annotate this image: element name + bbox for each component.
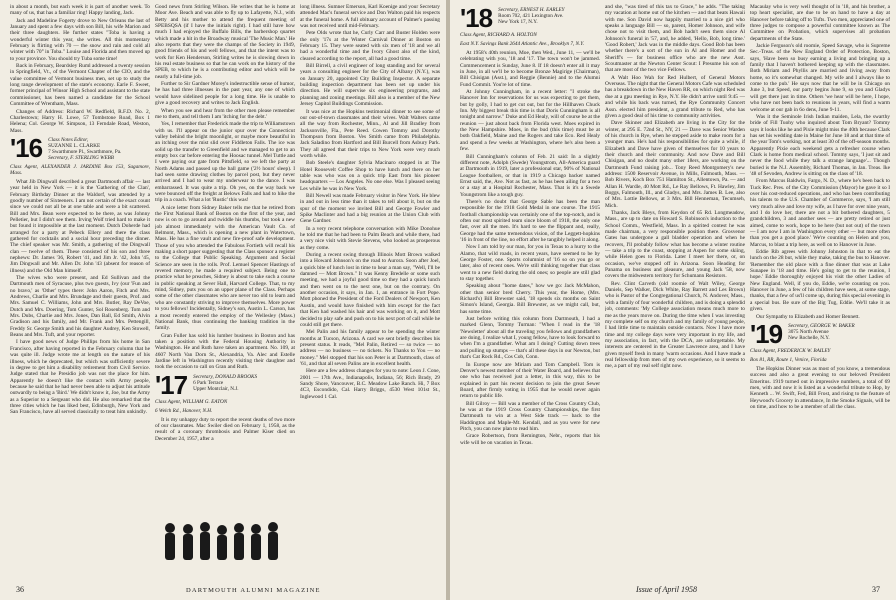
secretary-address-1: Room 702, 421 Lexington Ave.: [498, 13, 564, 19]
paragraph: Rev. Clint Carveth (old roomie of Walt Wiley, George Daniels, Sep Walker, Dick White, Ray Barrett and Les Brown) who is Pastor of the Congregational Church, N. Andover, Mass., with a family of four wonderful children, and is doing a splendid job, comments: 'My College association means much more to me as the years move on. During the time when I was investing my complete self on my church and my family of young people, I had little time to maintain outside contacts. Now I have more time and my college days were very important in my life, and my association, in fact, with the DCA, are unforgettable. My interests are centered in the Greater Lawrence area, and I have given myself fresh in many 'warm occasions. And I have made a real fellowship from men of my own experience, so it seems to me, a part of my real self right now.: [605, 280, 745, 370]
class-officers: [788, 323, 855, 341]
paragraph: Bob Steele's daughter Sylvia Macinaro stopped in at The Hotel Roosevelt Coffee Shop to have lunch and there on her table was who was on a quick trip East from his pioneer headquarters — Los Angeles. No one else. Was I pleased seeing Les while he was in New York.: [300, 160, 440, 192]
secretary-line: Secretary, DONALD BROOKS: [193, 373, 258, 380]
class-year: '19: [750, 318, 783, 349]
class-year: '17: [155, 369, 188, 400]
paragraph: It is my unhappy duty to report the recent deaths of two more of our classmates. Mac Swiler died on February 1, 1958, as the result of a coronary thrombosis and Palmer Kiser died on December 24, 1957, after a: [155, 416, 295, 442]
paragraph: Bill Gilroy — Bill was a member of the Cross Country Club, he was at the 1919 Cross Country Championships, the first Dartmouth to win at a West Side track — back to the Haddington and Maple-Mt. Kendall, and as you were for new Pitch, you can now plan to read him.: [460, 400, 600, 432]
paragraph: long illness. Sumner Emerson, Karl Koenige and your Secretary attended Mac's funeral service and Don Walton paid his respects at the funeral home. A full obituary account of Palmer's passing was not received until mid-February.: [300, 4, 440, 30]
notes-editor-name: SUZANNE L. CLARKE: [48, 142, 101, 149]
paragraph: Now I am told by our man, for you in Texas to a hurry to the Alamo, that wild roads, in recent years, have seemed to be by George Foster, one. Sports columnist of '16 so on you go or later, also of recent ones. We're still thinking together that class went to a new field during the old ones; so people are still glad to stay together.: [460, 244, 600, 283]
paragraph: A nice letter from Sidney Baker tells me that he retired from the First National Bank of Boston on the first of the year, and now is on to go around and twiddle his thumbs, but took a new job almost immediately with the American Vault Co. of Belmont, Mass., which is opening a new plant in Watertown, Mass. He has a fine vault and new fire-proof safe development. Those of you who attended the Fabulous Fortieth will recall his making a short paper suggesting that the Class sponsor a register to the College that Public Speaking. Argument and Social Science are seen in the rolls. Prof. Lemuel Spencer Hastings of revered memory, he made a required subject. Being one to practice what he preaches, Sidney is about to take such a course in public speaking at Sever Hall, Harvard College. That, to my mind, Sidney, puts you on an upper plane of the Class. Perhaps some of the other classmates who are never too old to learn and who are constantly striving to improve themselves. More power to you fellows! Incidentally, Sidney's son, Austin L. Carson, has a most recently entered the employ of the Wellesley (Mass.) National Bank, thus continuing the banking tradition in the family.: [155, 204, 295, 332]
class-heading-17: [155, 369, 295, 400]
class-heading-16: [10, 132, 150, 163]
paragraph: During a recent swing through Illinois Mott Brown walked into a Howard Johnson's on the road to Aurora. Soon after Joel, a quick bite of lunch lost in time to hear a man say, "Well, I'll be damned — Mott Brown." It was Kenny Bredelle or some such meeting, we had a joyful good time so they had a quick lunch and then went on to the next one, but on the contrary. On another occasion, it says, in Jan. 1, an entrance in Fort Pope. Mott phoned the President of the Ford Dealers of Newport, Ken Austin, and would have finished with him except for the fact that Ken had washed his hair and was working on it, and Mott decided to play safe and push on to his next port of call while he could still get there.: [300, 252, 440, 328]
class-officers: [48, 137, 121, 161]
class-agent-line: Class Agent, WILLIAM G. EATON: [155, 398, 228, 405]
class-heading-18: [460, 4, 600, 33]
left-column-1: [10, 4, 150, 572]
secretary-address-2: New York 17, N.Y.: [498, 19, 538, 25]
class-agent-line: Class Agent, RICHARD A. HOLTON: [460, 32, 537, 38]
class-officers: [498, 7, 564, 25]
paragraph: Just before writing this column from Dartmouth, I had a marked Glenn, Tommy Turman: "When I read in the '18 'Newsletter' about all the traveling you fellows and grandfathers are doing, I realize what I, young fellow, have to look forward to when I'm a grandfather. What am I doing? Cutting down trees and pulling up stumps — that's all these days in our Newton, but that's Cat Rock Rd., Cos Cob, Conn.: [460, 316, 600, 361]
secretary-address-2: New Rochelle, N.Y.: [788, 334, 830, 341]
silhouette-figures-illustration: [158, 520, 288, 560]
class-agent-address: Box 81, RR, Route 1, Venice, Florida: [750, 356, 827, 363]
paragraph: A Walt Hoo Wah for Red Hulbert, of General Motors Overseas. The night that the General Motors Cafe was scheduled has a breakdown in the New Haven RR, on which night Red was due at a gpu meeting in Rye, N.Y. He didn't arrive until 9:45 — and while his back was turned, the Rye Community Concert Assn. elected him president, a grand tribute to Red, who has given a good deal of his time to community activities.: [605, 74, 745, 119]
paragraph: Mel Palin and his family appear to be spending the winter months at Tucson, Arizona. A card we sent briefly describes his present status. It reads, "Mel Palin, Retired — so twice — no address — no business — no tickets. No Thanks to You — no money." Mel stopped that his son Peter is at Dartmouth, class of '61, and that all seven Palins are in excellent health.: [300, 329, 440, 367]
paragraph: Speaking about "home dates," how we go: Jack McMahon, other than senior bred Cherry. This year, the Home, (Mrs. Richard's) Bill Brewster said, '18 spends six months on Saint Simon's Island, Georgia. Bill Brewster, as we might call, but, has some time.: [460, 283, 600, 315]
secretary-address-1: 6 Park Terrace: [193, 379, 224, 386]
right-column-2: [605, 4, 745, 572]
paragraph: Bill Newell was made February visitor in New York. He blew in and out in less time than it takes to tell about it, but on the spur of the moment we invited Bill and George Fowler and Spike Maclinter and had a big reunion at the Union Club with Gene Gardner.: [300, 192, 440, 225]
page-number: 37: [872, 585, 880, 594]
right-column-1: [460, 4, 600, 572]
paragraph: Bill Birrell, a civil engineer of long standing and for several years a consulting engineer for the City of Albany (N.Y.), was on January 20, appointed City Building Inspector. A separate building inspection department has been set up under his direction. He will supervise six engineering programs, and planning and zoning meetings. Bill also is a member of the New Jersey Capitol Buildings Commission.: [300, 63, 440, 108]
paragraph: in about a month, but each week it is part of another week. To many of us, that has a familiar ring! Happy landing, Jack.: [10, 4, 150, 17]
paragraph: When you see and hear from the other men please remember me to them, and tell them I am 'itching for the debt.': [155, 107, 295, 120]
paragraph: Eddie Rib agrees with Johnny Johnston in that to eat the lunch on the 28 but, while they make, taking the bus to Hanover. 'Remember the old place with a fine dinner that was at Lake Sunapee in '18 and time. He's going to get to the reunion, I hope.' Eddie thoroughly enjoyed his visit the other Ladies of New England. Well, if you do, Eddie, we're counting on you. Hanover in June, a few of his children have seen, at some stage, thanks, that a few of us'll come up, during this special evening in a special bus. Be sure of the Big Tug, Eddie. We'll take it as given.: [750, 249, 890, 313]
class-agent-line: Class Agent, FREDERICK W. BAILEY: [750, 347, 831, 354]
notes-editor-role: Class Notes Editor,: [48, 136, 89, 143]
paragraph: In Europe now are Miriam and Tom Campbell. Tom is Denver's newest member of their Water Board, and believes that one who has received just a letter, in this way, this to be explained in part his recent decision to join the great Sewer Board, after firmly voting in 1955 that he would never again return to public life.: [460, 361, 600, 400]
paragraph: Further to Sir Gardner Morey's indestructible sense of humor, he has had three illnesses in the past year, any one of which would have sidelined people for a long time. He is unable to give a good recovery and writes to Jack English.: [155, 81, 295, 107]
magazine-title: DARTMOUTH ALUMNI MAGAZINE: [186, 587, 321, 594]
paragraph: Grace Robertson, from Remington, Nebr., reports that his wife will be on vacation in Texas.: [460, 433, 600, 446]
right-page-footer: [466, 582, 880, 594]
secretary-address-2: Upper Montclair, N.J.: [193, 385, 239, 392]
paragraph: and she, "was tired of this tax to Grace," he adds. "The taking my vacation at home out of the kitchen — and that beats Hawaii with me. Son David now happily married to a nice girl who speaks a language Bill — so, parent, Homer Johnson, and wife chose not to visit them, and Bob hadn't seen them since Al Johnson's funeral in '57, and, he added, 'Hello, Bob, long time.' 'Good Robert,' Jack was in the middle days. Good Bob has been whether there's a sort of the sun in Al and Homer and the Sheriff's — for business office who are the new Asst. Scoutmaster at the Newton Center Scout: I Presume his son of that are most of the two vice Fellows.: [605, 4, 745, 74]
paragraph: From Marcus Baldwin, Fargo, N. D., where he's been back to Tuck Rec. Pres. of the City Commission (Mayor) he gave it so I over his cost-reduced operations, and who has been contributing his talents to the U.S. Chamber of Commerce, says, 'I am still very much alive and love my wife, as I have for over nine years, and I do love her, there are not a bit bothered daughters, 5 grandchildren, 3 and another sees — are pretty retired or just aimed, come to work, hope to be here (but not out) of the town — I am now I am in Washington every other — but more often than you get a good place.' We're counting on Helen and you, Marcus, to blast a trip here, as well on to Hanover in June.: [750, 178, 890, 248]
paragraph: Changes of Address: Richard W. Redfield, R.F.D. No. 2, Charlestown; Harry H. Lowe, 57 Tombstone Road, Box 1 Helena; Col. George W. Simpson, 13 Ferndale Road, Weston, Mass.: [10, 108, 150, 134]
paragraph: Thanks, Jack Bleys, from Keydon of 65 Rd. Longmeadow, Mass., are up to date on Howard S. Robinson's induction to the School Comm., Westfield, Mass. In a spirited contest he was made chairman, a very responsible position there. Grosvenor Gates has undergone a gall bladder operation and when he recovers, I'll probably follow what has become a winter routine — take a trip to the coast, stopping at Aspen for some skiing, while Helen goes to Florida. Later I meet her there, or, on occasion, we've stopped off in Arizona. Soon Heading for Panama on business and pleasure, and young Jack '58, now covers the midwestern territory for Schumann Resistors.: [605, 210, 745, 280]
secretary-address-1: 3075 North Avenue: [788, 328, 829, 335]
paragraph: Back in February, Beardsley Ruml addressed a twenty session in Springfield, Vt., of the Vermont Chapter of the CIO, and the value committee of Vermont business men, set up to study the long range development of the state's economy. Earle F. Sweet, former principal of Winsor High School and assistant to the state commissioner, has been named a candidate for the School Committee of Wrentham, Mass.: [10, 63, 150, 108]
class-agent-line: Class Agent, ALEXANDER J. JARDINE Box 153, Sagamore, Mass.: [10, 163, 150, 176]
paragraph: Here are a few address changes for you to note: Leon J. Cone, 2001 — 17th Ave., Indianapolis, Indiana, 56; Rich Brady, 29 Sandy Shore, Vancouver, B.C. Meadow Lake Ranch. Hi, 7 Box 4C3, Escondido, Cal. Harry Briggs, 4530 West 101st St., Inglewood 1 Cal.: [300, 368, 440, 400]
left-column-3: [300, 4, 440, 514]
notes-editor-address: 7 Swarthmore Pl., Swarthmore, Pa.: [48, 148, 122, 155]
paragraph: I have good news of Judge Phillips from his home in San Francisco, after having reported in the February column that he was quite ill. Judge wrote me at length on the nature of his illness, which he deprecated, but which was sufficiently severe in degree to get him a disability retirement from Civil Service. Judge stated that he Presidio job was not the place for him. Apparently he doesn't like the contact with Army people, because he said that he had never been able to adjust his attitude outwardly to being a 'Bird.' We didn't know it, Joe, but the Army as a Superior to a Sergeant who did. He also remarked that the three cities which he has liked best, Edinburgh, New York and San Francisco, have all served classically to treat him unkindly.: [10, 339, 150, 416]
paragraph: Our Sympathy to Elizabeth and Homer Bennett.: [756, 313, 860, 320]
paragraph: Jack and Madeline Fogerty drove to New Orleans the last of January and spent a few days with son Bill, his wife Marion and their three daughters. He further states "Toba is having a wonderful winter this year, she writes. All this momentary February is flirting with 70 — the snow and rain and cold all winter with 70° in Toba." Louise and Florida and then moved up to your province. You should try Tuba some time!: [10, 17, 150, 62]
paragraph: What Jib Dingwall described a great Dartmouth affair — last year held in New York — it is the 'Gathering of the Clan', February Birthday Dinner at the Waldorf, was attended by a goodly number of Sixteeners. I am not certain of the exact count since we could not all be at one table and were a bit scattered. Bill and Mrs. Bean were expected to be there, as was Johnny Pelletier, but I didn't see them. Irving Wolf tried hard to make it but found it impossible at the last moment. Dutch Doherde had arranged for a party at Pebeck Ellery and there the class gathered for cocktails and a social hour preceding the dinner. The chief speaker was Mr. Smith, a gathering of the Dingwall clan — twelve of them. These consisted of his son and three nephews: Dr. James '36, Robert '41, and Jim Jr. '42, John '45, Jim Dingwall and Mr. Allen Dr. John '43 (absent for reason of illness) and the Old Man himself.: [10, 178, 150, 274]
left-column-2: [155, 4, 295, 572]
right-page: [450, 0, 896, 600]
paragraph: Pete Olds wrote that he, Curly Carr and Buster Holden were the only '17s at the Winter Carnival Dinner at Boston on February 15. They were seated with six men of '18 and we all had a wonderful time and the Ivory Ghost also of the kind, cleared according to the report, all had a good time.: [300, 30, 440, 62]
paragraph: At 1958's 40th reunion, Moe, then Wed., June 11, — we'll be celebrating with you, '18 and '17. The town won't be jammed. Commencement is Sunday, June 8. If 18 doesn't enter all it may in June, in all we'll be to become Bronze Magirige (Chairman), Bill Chisigan (Asst.), and Reggie (Bennie) and to the Alumni Fund Commit. You're lot of time.: [460, 50, 600, 88]
class-agent-address: East N.Y. Savings Bank 2644 Atlantic Ave., Brooklyn 7, N.Y.: [460, 41, 585, 47]
paragraph: Gran Fuller has sold his lumber business in Boston and has taken a position with the Federal Housing Authority in Washington. He and Ruth have taken an apartment. No. 109, at 4607 North Van Dorn St., Alexandria, Va. Alec and Estelle Jardine left in Washington recently visiting their daughter and took the occasion to call on Gran and Ruth.: [155, 332, 295, 371]
paragraph: The Hopkins Dinner was as most of you know, a tremendous success and also a great evening to our beloved President Emeritus. 1919 turned out in impressive numbers, a total of 69 men, with and now it is listed as a wonderful tribute to Hop, by Kenneth ... W. Swift, Fed, Bill Frost, and rising to the feature of Heywood's Grocery in attendance, In the Smoke Signals, will be on time, and how to be a member of all the class.: [750, 365, 890, 410]
class-heading-19: [750, 318, 890, 349]
paragraph: Macaulay who is very well thought of in '18, and his brother, a top heart specialist, are due to be on hand to have a day at Hanover before taking off to Tufts. Two men, appreciated one of three judges to compose a powerful committee known as The Committee on Probation, which supervises all probation departments of the State.: [750, 4, 890, 42]
class-officers: [193, 374, 257, 392]
paragraph: Good news from Stirling Wilson. He writes that he is home at Moor Ave. Beach and was able to fly up to Lafayette, N.J., with Betty and his mother to attend the frequent meeting of SPEBSQSA (if I have the initials right). I had still have how much I had enjoyed the Buffalo Bills, the barbershop quartet which made a hit in the Broadway musical 'The Music Man.' He also reports that they were the champs of the Society in 1949, good friends of his and well fellows, and that the intent was to work for Ken Henderson, Stirling writes he is slowing down in his real estate business so that he can work on the history of the SPEB, to which he is a contributing editor and which will be nearly a full-time job.: [155, 4, 295, 80]
paragraph: Yes, I remember that Frederick made the trip to Williamstown with us. I'll appear on the junior spur over the Connecticut valley behind the bright moonlight, or maybe more beautiful in an itching over the mist slid over Fiddleton Falls. The ice was solid up the transfer to Greenfield and we managed to get to an empty box car before entering the Hoosac tunnel. Mel Tuttle and I were paying our gate from Pittsfield, so we left the party at North Adams and passed up the ball game ('2½ hours' sleep). I had seen some drawing clothes by parcel post, but they never arrived and I had to wear my underwear to the dance. I was embarrassed. It was quite a trip. Oh yes, on the way back we were bounced off the freight at Belows Falls and had to hike the trip in a coach. What a lot 'Rustic' this was!: [155, 121, 295, 204]
right-column-3: [750, 4, 890, 572]
paragraph: Bill Cunningham's column of Feb. 21 said: In a slightly different note, Adolph (Swede) Youngstrom, All-America guard at Dartmouth in 1919, later a professional star, 90% of National League footballers, or that in 1919 a Chicago backer named Ernst said, the, Ave. Not as fast, as he has been ailing for a two or a stay at a Hospital Rochester, Mass. That is it's a Swede Youngstrom like a tough guy.: [460, 153, 600, 198]
paragraph: There's no doubt that George Sable has been the man responsible for the 1918 Gold Medal in one course. The 1915 football championship was certainly one of the top-notch, and is often our most spirited team since bloom of 1918, the only one fast, over all the men. It's hard to see the flippant and, really, George had the same tremendous vision, of the Leggett-hopkins '16 in front of the line, no effort after he tangibly helped it along.: [460, 198, 600, 243]
page-number: 36: [16, 585, 24, 594]
secretary-line: Secretary, GEORGE W. BAKER: [788, 322, 855, 329]
left-page-footer: [16, 582, 430, 594]
paragraph: The wives who were present, and Ed Sullivan and the Dartmouth men of Syracuse, plus two guests, Ivy (our 'Fun and no bravo,' as 'Other' types there: John Aaron, Fitch and Mrs. Andrews, Charlie and Mrs. Brundage and their guests, Prof. and Mrs. Samuel C. Williams, John and Mrs. Butler, Ray DeVoe, Dutch and Mrs. Doering, Tom Gunter, Sol Rosenberg. Tom and Mrs. Dubs, Charlie and Mrs. Jones, Dan Ball, Ed Smith, Alvin Gradison and his family, and Mr. Frank and Mrs. Pettengill, Freddy Sr. George Smith and his daughter Audrey, Ken Stowell, Beans and Mrs. Tuft, and your reporter.: [10, 275, 150, 339]
paragraph: It was nice at the Hopkins testimonial dinner to see some of our out-of-town classmates and their wives. Walt Walters came all the way from Rochester, Minn., Al and Jill Bradley from Jacksonville, Fla., Pete Reed. Cowen Tommy and Dorothy Thompson from Boston. Ves Smith came from Philadelphia. Jack Saladino from Hartford and Bill Burcell from Asbury Park. They all agreed that their trips to New York were very much worth while.: [300, 108, 440, 159]
secretary-line: Secretary, F. STERLING WEBB: [48, 154, 114, 161]
paragraph: Jackie Ferguson's old roomie, Speed Savage, who is Supreme Sec.-Treas. of the New England Order of Protection, Boston, says, 'Have been so busy earning a living and bringing up a family that I haven't bothered keeping up with the classmates. Both Miriam and Phyllis are married and living away from home, so it's somewhat changed. My wife and I always like to come to the pub.' He says now that he will be in Chicago on June 3, but Speed, our party begins June 9, so you and Gladys will get there just in time. Others 'we hear will be here, I hope, who have not been back to reunions in years, will find a warm welcome at our gab in 6o dens, June 9-11.: [750, 43, 890, 113]
paragraph: Was it the Seminole Irish Indian maiden, Lela, the swarthy bride of Fill Tuohy who inquired about Tom Bryant? Tommy says it looks like he and Pixie might miss the 40th because Clark has set his wedding date in Maine for June 18 and at that time of the year Tom's working, not at least 30 of the off-season months. Apparently Pixie each weekend gets a refresher course when Clark is home from medical school. Tommy says, 'I just sit and never the food while they talk a strange language'... Though buried is the N.J. Assembly, Richard Thomas, in Jan. Treas. Ike '48 of Sevoden, Andrew is sitting on the class of '18.: [750, 113, 890, 177]
secretary-line: Secretary, ERNEST H. EARLEY: [498, 7, 565, 13]
left-page: [0, 0, 446, 600]
class-year: '16: [10, 132, 43, 163]
class-agent-address: 6 Welch Rd., Hanover, N.H.: [155, 407, 213, 414]
paragraph: In a very recent telephone conversation with Mike Donohue he told me that he had been to Palm Beach and while there, had a very nice visit with Stevie Stevens, who looked as prosperous as they come.: [300, 225, 440, 251]
paragraph: Dave Skinner and Elizabeth are living in the City for the winter, at 295 E. 72nd St., NY, 21 — Dave was Senior Warden of his church in Rye, when he stepped aside to make room for a younger man. He's had his responsibilities for quite a while, if Elizabeth and Dave have given of themselves for 10 years to their church and their community. And now Dave and Bill Chisigan, and no doubt many other 18ers, are working on the Dartmouth Fund raising job... Tony Reed Montgomery's new address: 1500 Reservoir Avenue, in Mills, Falmouth, Mass. — Bob Rivers, Koch Box 751 Hamilton St., Allentown, Pa. — and Allan H. Wardle, 40 Mott Rd., Le Ray Bellows, Ft. Hawley, Jim Boggs, Falmouth, Ill., and Gladys, and Mrs. James B. Lee, also of Mrs. Lottie Bellows, at 3 Mrs. Bill Henneman, Tecumseh, Mich.: [605, 120, 745, 209]
paragraph: At Johnny Cunningham, in a recent letter: "I stroke the Hanover Inn for reservations for us was expecting to get them, but by golly, I had to get cut out, but for the Hillhaven Chuck Inn. My biggest break this time is that Doris Cunningham is all tonight and narrow." Duke and Ed Healy, will of course be at the reunion — just about back from Florida west. Moes expired in the New Hampshire. Moes, in the bud (this time) must be at both Oakfield, Maine and the Rogers and take Eco. Red Healy and spend a few weeks at Washington, where he's also been a few.: [460, 89, 600, 153]
issue-label: Issue of April 1958: [636, 585, 697, 594]
class-year: '18: [460, 4, 493, 33]
